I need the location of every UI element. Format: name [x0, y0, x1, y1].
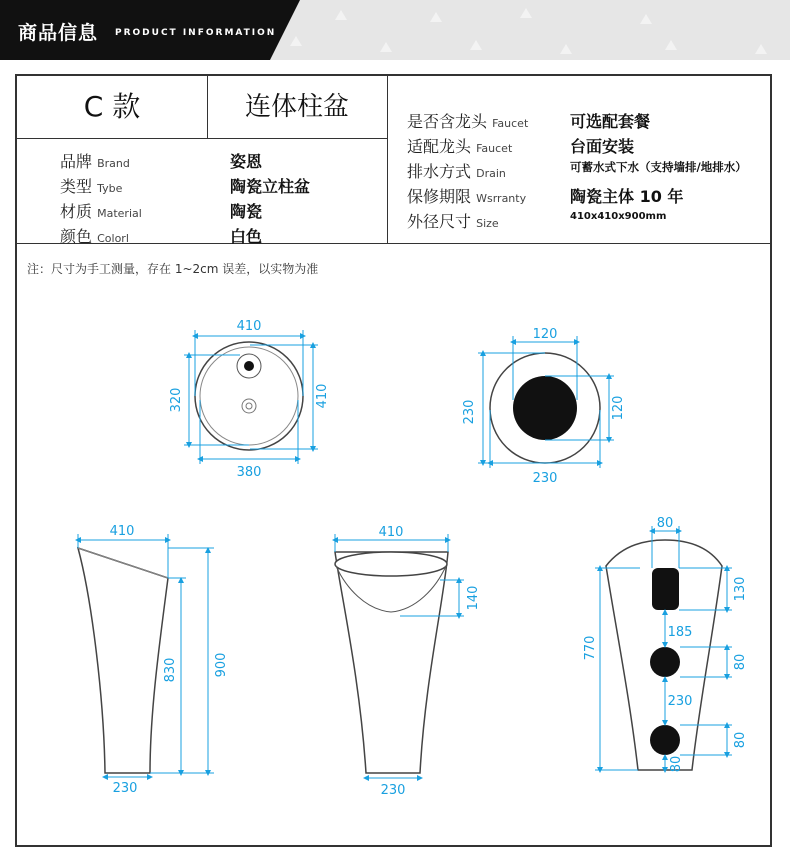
spec-label: 外径尺寸 Size	[407, 212, 499, 231]
pedestal-side-outline	[78, 548, 168, 773]
dim-label: 140	[466, 585, 481, 611]
dim-label: 185	[667, 625, 693, 640]
dim-label: 770	[583, 635, 598, 661]
bottom-view-drawing	[462, 327, 626, 486]
dim-label: 230	[667, 694, 693, 709]
drain-hole	[242, 399, 256, 413]
dim-label: 830	[163, 657, 178, 683]
front-view-drawing	[335, 525, 481, 798]
dim-label: 900	[214, 652, 229, 678]
dim-label: 120	[611, 395, 626, 421]
spec-label: 排水方式 Drain	[407, 162, 506, 181]
faucet-hole-center	[244, 361, 254, 371]
pedestal-front-outline	[335, 552, 448, 773]
spec-value: 台面安装	[570, 137, 635, 156]
dim-label: 80	[669, 755, 684, 773]
spec-label: 是否含龙头 Faucet	[407, 112, 529, 131]
back-hole-upper	[650, 647, 680, 677]
back-view-drawing	[583, 516, 748, 772]
spec-label: 保修期限 Wsrranty	[407, 187, 527, 206]
dim-label: 410	[315, 383, 330, 409]
dim-label: 120	[532, 327, 558, 342]
spec-label: 材质 Material	[60, 202, 142, 221]
spec-value: 姿恩	[230, 152, 263, 171]
spec-label: 类型 Tybe	[60, 177, 123, 196]
spec-label: 颜色 Colorl	[60, 227, 129, 246]
dim-label: 230	[380, 783, 406, 798]
dim-label: 130	[733, 576, 748, 602]
spec-value: 可蓄水式下水（支持墙排/地排水）	[570, 160, 747, 174]
top-view-drawing	[169, 319, 330, 480]
header-title-en: PRODUCT INFORMATION	[115, 28, 277, 38]
dim-label: 380	[236, 465, 262, 480]
product-model: C 款	[83, 90, 141, 123]
dim-label: 410	[109, 524, 135, 539]
spec-value: 410x410x900mm	[570, 211, 667, 222]
spec-label: 适配龙头 Faucet	[407, 137, 513, 156]
dim-label: 410	[236, 319, 262, 334]
spec-value: 陶瓷	[230, 202, 263, 221]
dim-label: 410	[378, 525, 404, 540]
dim-label: 230	[462, 399, 477, 425]
spec-value: 陶瓷立柱盆	[230, 177, 311, 196]
product-series: 连体柱盆	[244, 92, 349, 122]
basin-top-ellipse	[335, 552, 447, 576]
dim-label: 80	[656, 516, 674, 531]
back-hole-lower	[650, 725, 680, 755]
dim-label: 80	[733, 653, 748, 671]
measurement-note: 注：尺寸为手工测量，存在 1~2cm 误差，以实物为准	[27, 262, 319, 276]
spec-label: 品牌 Brand	[60, 152, 130, 171]
dim-label: 230	[532, 471, 558, 486]
back-slot	[652, 568, 679, 610]
dim-label: 320	[169, 387, 184, 413]
spec-value: 白色	[230, 227, 263, 246]
spec-value: 陶瓷主体 10 年	[570, 187, 684, 206]
base-opening	[513, 376, 577, 440]
side-view-drawing	[78, 524, 229, 796]
spec-value: 可选配套餐	[570, 112, 651, 131]
dim-label: 230	[112, 781, 138, 796]
header-title-cn: 商品信息	[18, 22, 99, 44]
dim-label: 80	[733, 731, 748, 749]
